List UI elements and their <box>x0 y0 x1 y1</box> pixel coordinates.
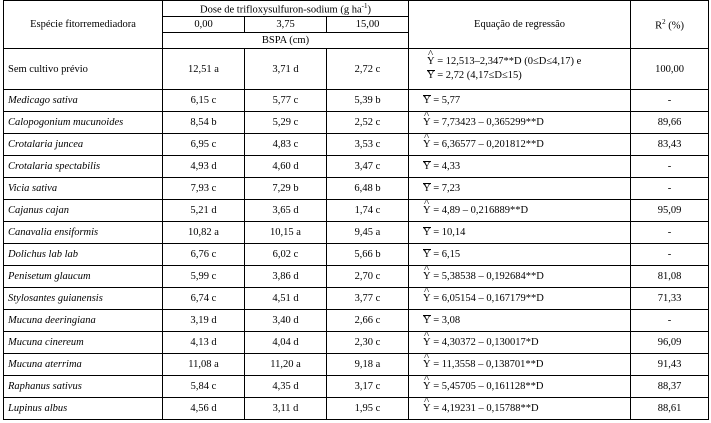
y-hat-symbol: ^ Y <box>423 293 431 304</box>
value-cell: 3,65 d <box>245 200 327 222</box>
value-cell: 2,70 c <box>327 266 409 288</box>
value-cell: 4,35 d <box>245 376 327 398</box>
y-hat-symbol: ^ Y <box>423 139 431 150</box>
r2-cell: - <box>631 244 709 266</box>
value-cell: 11,20 a <box>245 354 327 376</box>
y-hat-symbol: ^ Y <box>423 403 431 414</box>
r2-cell: - <box>631 156 709 178</box>
value-cell: 3,47 c <box>327 156 409 178</box>
value-cell: 3,17 c <box>327 376 409 398</box>
y-bar-symbol: Y <box>423 227 431 238</box>
equation-cell: ^ Y = 5,45705 – 0,161128**D <box>409 376 631 398</box>
value-cell: 12,51 a <box>163 49 245 90</box>
table-row <box>4 178 709 200</box>
value-cell: 2,72 c <box>327 49 409 90</box>
value-cell: 4,93 d <box>163 156 245 178</box>
value-cell: 5,21 d <box>163 200 245 222</box>
value-cell: 3,40 d <box>245 310 327 332</box>
equation-cell: Y = 6,15 <box>409 244 631 266</box>
equation-cell: ^ Y = 6,36577 – 0,201812**D <box>409 134 631 156</box>
y-hat-symbol: ^ Y <box>423 205 431 216</box>
r2-cell: 89,66 <box>631 112 709 134</box>
equation-cell: Y = 3,08 <box>409 310 631 332</box>
y-bar-symbol: Y <box>427 70 435 81</box>
value-cell: 5,99 c <box>163 266 245 288</box>
species-cell: Stylosantes guianensis <box>4 288 163 310</box>
table-row <box>4 266 709 288</box>
species-header: Espécie fitorremediadora <box>4 1 163 49</box>
equation-cell: Y = 5,77 <box>409 90 631 112</box>
value-cell: 5,66 b <box>327 244 409 266</box>
r2-cell: 71,33 <box>631 288 709 310</box>
species-cell: Dolichus lab lab <box>4 244 163 266</box>
equation-header: Equação de regressão <box>409 1 631 49</box>
value-cell: 5,39 b <box>327 90 409 112</box>
regression-table <box>3 0 709 420</box>
equation-cell: ^ Y = 6,05154 – 0,167179**D <box>409 288 631 310</box>
value-cell: 6,15 c <box>163 90 245 112</box>
r2-cell: 96,09 <box>631 332 709 354</box>
y-bar-symbol: Y <box>423 161 431 172</box>
table-row <box>4 200 709 222</box>
y-hat-symbol: ^ Y <box>423 271 431 282</box>
table-row <box>4 49 709 90</box>
value-cell: 4,83 c <box>245 134 327 156</box>
r2-cell: - <box>631 90 709 112</box>
r2-cell: - <box>631 310 709 332</box>
equation-cell: Y = 4,33 <box>409 156 631 178</box>
value-cell: 2,30 c <box>327 332 409 354</box>
value-cell: 10,15 a <box>245 222 327 244</box>
r2-cell: 81,08 <box>631 266 709 288</box>
r2-cell: 88,37 <box>631 376 709 398</box>
table-row <box>4 376 709 398</box>
y-hat-symbol: ^ Y <box>423 337 431 348</box>
dose-col-2: 3,75 <box>245 17 327 33</box>
y-hat-symbol: ^ Y <box>423 381 431 392</box>
value-cell: 1,95 c <box>327 398 409 420</box>
species-cell: Penisetum glaucum <box>4 266 163 288</box>
species-cell: Canavalia ensiformis <box>4 222 163 244</box>
table-row <box>4 398 709 420</box>
species-cell: Vicia sativa <box>4 178 163 200</box>
value-cell: 5,84 c <box>163 376 245 398</box>
value-cell: 4,13 d <box>163 332 245 354</box>
species-cell: Mucuna deeringiana <box>4 310 163 332</box>
y-hat-symbol: ^ Y <box>427 55 435 69</box>
value-cell: 5,77 c <box>245 90 327 112</box>
y-hat-symbol: ^ Y <box>423 117 431 128</box>
value-cell: 3,86 d <box>245 266 327 288</box>
r2-header: $R^2$ (%) <box>631 1 709 49</box>
value-cell: 2,66 c <box>327 310 409 332</box>
species-cell: Calopogonium mucunoides <box>4 112 163 134</box>
r2-cell: 91,43 <box>631 354 709 376</box>
species-cell: Mucuna aterrima <box>4 354 163 376</box>
r2-cell: - <box>631 178 709 200</box>
r2-cell: 83,43 <box>631 134 709 156</box>
equation-cell: ^ Y = 5,38538 – 0,192684**D <box>409 266 631 288</box>
dose-col-3: 15,00 <box>327 17 409 33</box>
value-cell: 3,53 c <box>327 134 409 156</box>
equation-cell: ^ Y = 11,3558 – 0,138701**D <box>409 354 631 376</box>
r2-cell: 100,00 <box>631 49 709 90</box>
y-bar-symbol: Y <box>423 249 431 260</box>
species-cell: Crotalaria juncea <box>4 134 163 156</box>
value-cell: 11,08 a <box>163 354 245 376</box>
equation-cell: Y = 10,14 <box>409 222 631 244</box>
value-cell: 6,48 b <box>327 178 409 200</box>
y-bar-symbol: Y <box>423 315 431 326</box>
value-cell: 3,11 d <box>245 398 327 420</box>
species-cell: Medicago sativa <box>4 90 163 112</box>
value-cell: 2,52 c <box>327 112 409 134</box>
y-hat-symbol: ^ Y <box>423 359 431 370</box>
value-cell: 1,74 c <box>327 200 409 222</box>
value-cell: 6,95 c <box>163 134 245 156</box>
dose-header: Dose de trifloxysulfuron-sodium (g $ha^{-1}$) <box>163 1 409 17</box>
table-row <box>4 244 709 266</box>
species-cell: Lupinus albus <box>4 398 163 420</box>
table-row <box>4 90 709 112</box>
value-cell: 6,02 c <box>245 244 327 266</box>
value-cell: 9,18 a <box>327 354 409 376</box>
value-cell: 4,51 d <box>245 288 327 310</box>
value-cell: 6,76 c <box>163 244 245 266</box>
value-cell: 7,29 b <box>245 178 327 200</box>
species-cell: Crotalaria spectabilis <box>4 156 163 178</box>
r2-cell: - <box>631 222 709 244</box>
value-cell: 4,04 d <box>245 332 327 354</box>
table-row <box>4 288 709 310</box>
measure-header: BSPA (cm) <box>163 33 409 49</box>
value-cell: 4,60 d <box>245 156 327 178</box>
r2-cell: 88,61 <box>631 398 709 420</box>
equation-cell: ^ Y = 12,513–2,347**D (0≤D≤4,17) e Y = 2,72 (4,17≤D≤15) <box>409 49 631 90</box>
table-row <box>4 134 709 156</box>
table-row <box>4 354 709 376</box>
value-cell: 7,93 c <box>163 178 245 200</box>
value-cell: 3,19 d <box>163 310 245 332</box>
equation-cell: ^ Y = 4,30372 – 0,130017*D <box>409 332 631 354</box>
y-bar-symbol: Y <box>423 95 431 106</box>
table-row <box>4 332 709 354</box>
dose-col-1: 0,00 <box>163 17 245 33</box>
r2-cell: 95,09 <box>631 200 709 222</box>
table-row <box>4 112 709 134</box>
species-cell: Cajanus cajan <box>4 200 163 222</box>
value-cell: 3,77 c <box>327 288 409 310</box>
equation-cell: ^ Y = 7,73423 – 0,365299**D <box>409 112 631 134</box>
value-cell: 4,56 d <box>163 398 245 420</box>
table-row <box>4 222 709 244</box>
equation-cell: ^ Y = 4,89 – 0,216889**D <box>409 200 631 222</box>
table-row <box>4 156 709 178</box>
value-cell: 5,29 c <box>245 112 327 134</box>
value-cell: 6,74 c <box>163 288 245 310</box>
y-bar-symbol: Y <box>423 183 431 194</box>
equation-cell: ^ Y = 4,19231 – 0,15788**D <box>409 398 631 420</box>
species-cell: Raphanus sativus <box>4 376 163 398</box>
table-row <box>4 310 709 332</box>
species-cell: Sem cultivo prévio <box>4 49 163 90</box>
equation-cell: Y = 7,23 <box>409 178 631 200</box>
value-cell: 10,82 a <box>163 222 245 244</box>
value-cell: 3,71 d <box>245 49 327 90</box>
species-cell: Mucuna cinereum <box>4 332 163 354</box>
value-cell: 8,54 b <box>163 112 245 134</box>
value-cell: 9,45 a <box>327 222 409 244</box>
